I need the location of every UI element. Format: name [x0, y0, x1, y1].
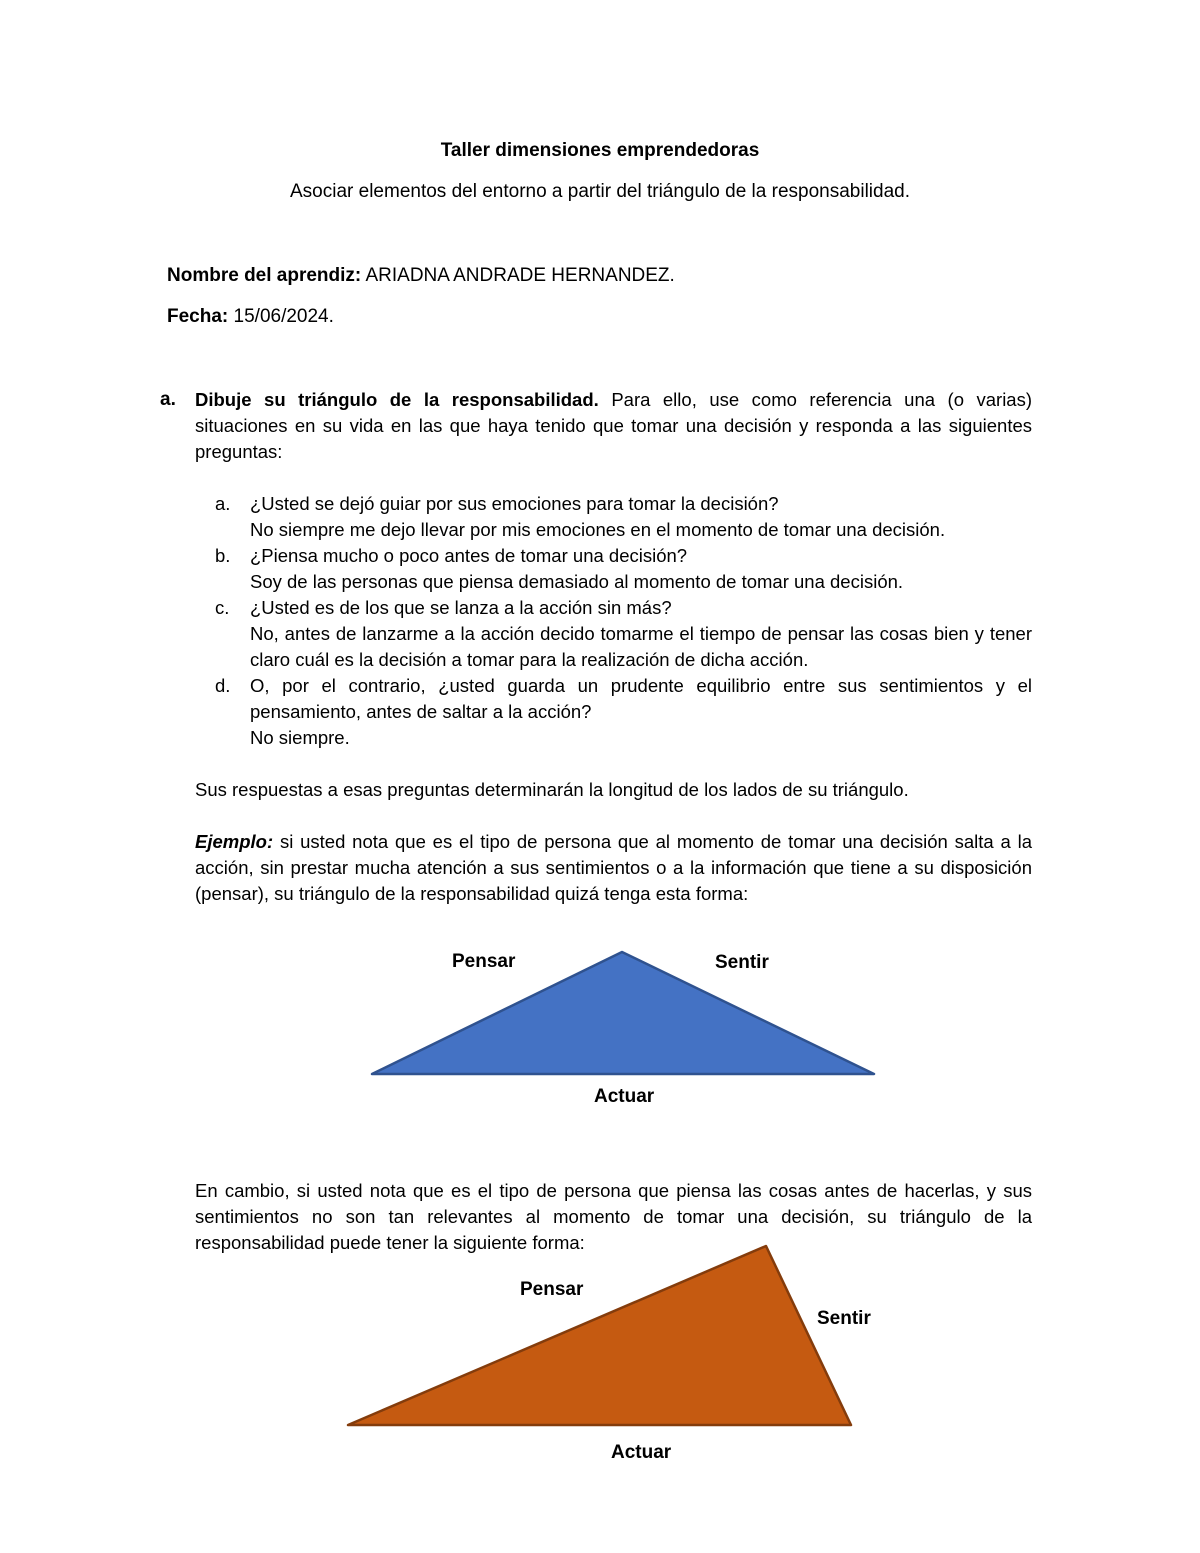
question-text: O, por el contrario, ¿usted guarda un prudente equilibrio entre sus sentimientos y el pensamiento, antes de saltar a la acción? [250, 675, 1032, 722]
triangle-2-label-actuar: Actuar [611, 1442, 672, 1463]
student-name-value: ARIADNA ANDRADE HERNANDEZ. [365, 265, 675, 286]
answer-text: Soy de las personas que piensa demasiado al momento de tomar una decisión. [250, 571, 904, 592]
student-name-label: Nombre del aprendiz: [167, 265, 362, 286]
triangle-2-label-pensar: Pensar [520, 1279, 584, 1300]
answer-text: No, antes de lanzarme a la acción decido tomarme el tiempo de pensar las cosas bien y tener claro cuál es la decisión a tomar para la realización de dicha acción. [250, 623, 1032, 670]
question-marker: c. [215, 597, 230, 618]
date-value: 15/06/2024. [233, 306, 334, 327]
example-text: si usted nota que es el tipo de persona que al momento de tomar una decisión salta a la acción, sin prestar mucha atención a sus sentimientos o a la información que tiene a su disposición (pensar), su triángulo de la responsabilidad quizá tenga esta forma: [195, 831, 1032, 904]
triangle-tall [348, 1246, 851, 1425]
triangle-1-label-pensar: Pensar [452, 951, 516, 972]
question-marker: b. [215, 545, 231, 566]
document-subtitle: Asociar elementos del entorno a partir del triángulo de la responsabilidad. [290, 181, 910, 202]
question-marker: d. [215, 675, 231, 696]
question-text: ¿Piensa mucho o poco antes de tomar una decisión? [250, 545, 688, 566]
date-label: Fecha: [167, 306, 229, 327]
question-marker: a. [215, 493, 231, 514]
triangle-1-label-actuar: Actuar [594, 1086, 655, 1107]
contrast-paragraph: En cambio, si usted nota que es el tipo de persona que piensa las cosas antes de hacerlas, y sus sentimientos no son tan relevantes al momento de tomar una decisión, su triángulo de la responsabilidad puede tener la siguiente forma: [195, 1180, 1032, 1253]
triangle-1-label-sentir: Sentir [715, 952, 769, 973]
question-text: ¿Usted se dejó guiar por sus emociones para tomar la decisión? [250, 493, 779, 514]
example-label: Ejemplo: [195, 831, 274, 852]
question-text: ¿Usted es de los que se lanza a la acción sin más? [250, 597, 672, 618]
answer-text: No siempre. [250, 727, 350, 748]
triangle-wide [372, 952, 874, 1074]
answer-text: No siempre me dejo llevar por mis emociones en el momento de tomar una decisión. [250, 519, 946, 540]
section-marker: a. [160, 389, 176, 410]
answers-note: Sus respuestas a esas preguntas determinarán la longitud de los lados de su triángulo. [195, 779, 909, 800]
document-title: Taller dimensiones emprendedoras [440, 140, 760, 161]
section-heading: Dibuje su triángulo de la responsabilidad. [195, 389, 599, 410]
section-intro-text: Para ello, use como referencia una (o varias) situaciones en su vida en las que haya tenido que tomar una decisión y responda a las siguientes preguntas: [195, 389, 1033, 462]
triangle-2-label-sentir: Sentir [817, 1308, 871, 1329]
